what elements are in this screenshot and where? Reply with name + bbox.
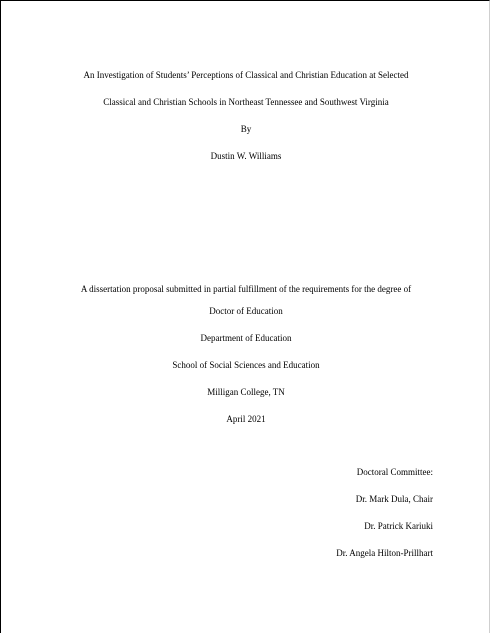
title-line-1: An Investigation of Students’ Perceptions of Classical and Christian Education at Selected: [83, 70, 409, 80]
byline-by: By: [240, 124, 252, 134]
committee-member: Dr. Patrick Kariuki: [364, 521, 433, 531]
submission-statement: A dissertation proposal submitted in partial fulfillment of the requirements for the degree of: [80, 284, 412, 294]
school-name: School of Social Sciences and Education: [172, 360, 320, 370]
degree-name: Doctor of Education: [209, 306, 283, 316]
committee-member: Dr. Angela Hilton-Prillhart: [336, 548, 433, 558]
submission-date: April 2021: [226, 414, 266, 424]
committee-heading: Doctoral Committee:: [356, 467, 433, 477]
title-line-2: Classical and Christian Schools in Northeast Tennessee and Southwest Virginia: [103, 97, 389, 107]
committee-member-chair: Dr. Mark Dula, Chair: [355, 494, 433, 504]
author-name: Dustin W. Williams: [210, 151, 282, 161]
location: Milligan College, TN: [207, 387, 285, 397]
department-name: Department of Education: [200, 333, 292, 343]
